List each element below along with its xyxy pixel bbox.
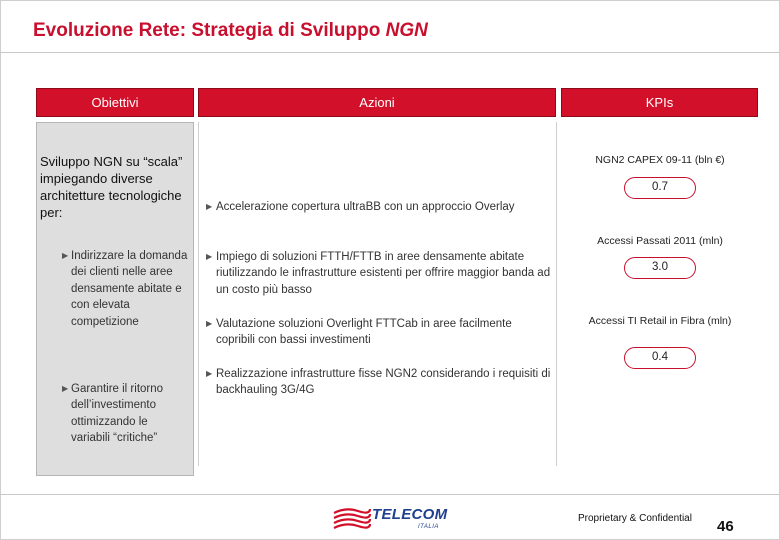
kpi-label-accessi-passati: Accessi Passati 2011 (mln) (597, 235, 723, 247)
kpi-label-accessi-fibra: Accessi TI Retail in Fibra (mln) (588, 315, 732, 327)
triangle-right-icon: ▶ (62, 251, 69, 260)
triangle-right-icon: ▶ (206, 319, 213, 328)
title-divider (0, 52, 780, 53)
confidential-notice: Proprietary & Confidential (578, 513, 692, 524)
action-item (206, 316, 536, 349)
triangle-right-icon: ▶ (206, 202, 213, 211)
header-kpis (561, 88, 758, 117)
action-item (206, 249, 556, 298)
logo-swoosh-icon (332, 505, 372, 533)
action-item-text: Valutazione soluzioni Overlight FTTCab in aree facilmente copribili con bassi investimenti (216, 318, 512, 347)
action-item-text: Realizzazione infrastrutture fisse NGN2 considerando i requisiti di backhauling 3G/4G (216, 368, 551, 397)
header-objectives-label: Obiettivi (91, 95, 139, 110)
objective-bullet (62, 248, 195, 330)
header-objectives (36, 88, 194, 117)
kpi-value-accessi-passati: 3.0 (624, 257, 696, 279)
footer-divider (0, 494, 780, 495)
header-actions (198, 88, 556, 117)
objectives-panel (36, 122, 194, 476)
slide-title-text: Evoluzione Rete: Strategia di Sviluppo (33, 20, 381, 41)
triangle-right-icon: ▶ (206, 369, 213, 378)
slide-title (33, 20, 428, 42)
column-divider-right (556, 122, 557, 466)
objective-bullet-text: Indirizzare la domanda dei clienti nelle aree densamente abitate e con elevata competizione (71, 250, 188, 328)
slide-title-emphasis: NGN (385, 20, 428, 41)
objectives-heading: Sviluppo NGN su “scala” impiegando diverse architetture tecnologiche per: (40, 154, 183, 220)
triangle-right-icon: ▶ (62, 384, 69, 393)
action-item (206, 366, 556, 399)
header-actions-label: Azioni (359, 95, 395, 110)
kpi-label-capex: NGN2 CAPEX 09-11 (bln €) (595, 154, 725, 166)
triangle-right-icon: ▶ (206, 252, 213, 261)
header-kpis-label: KPIs (645, 95, 674, 110)
kpi-value-capex: 0.7 (624, 177, 696, 199)
logo-subtext: ITALIA (418, 524, 439, 530)
kpi-value-accessi-fibra: 0.4 (624, 347, 696, 369)
logo-wordmark: TELECOM (372, 506, 448, 523)
objective-bullet-text: Garantire il ritorno dell’investimento ottimizzando le variabili “critiche” (71, 383, 164, 445)
column-divider-left (198, 122, 199, 466)
action-item (206, 199, 536, 215)
action-item-text: Accelerazione copertura ultraBB con un approccio Overlay (216, 201, 515, 213)
objective-bullet (62, 381, 189, 447)
page-number: 46 (717, 518, 734, 535)
action-item-text: Impiego di soluzioni FTTH/FTTB in aree densamente abitate riutilizzando le infrastrutture esistenti per offrire maggior banda ad un costo più basso (216, 251, 551, 296)
telecom-italia-logo (332, 505, 452, 535)
